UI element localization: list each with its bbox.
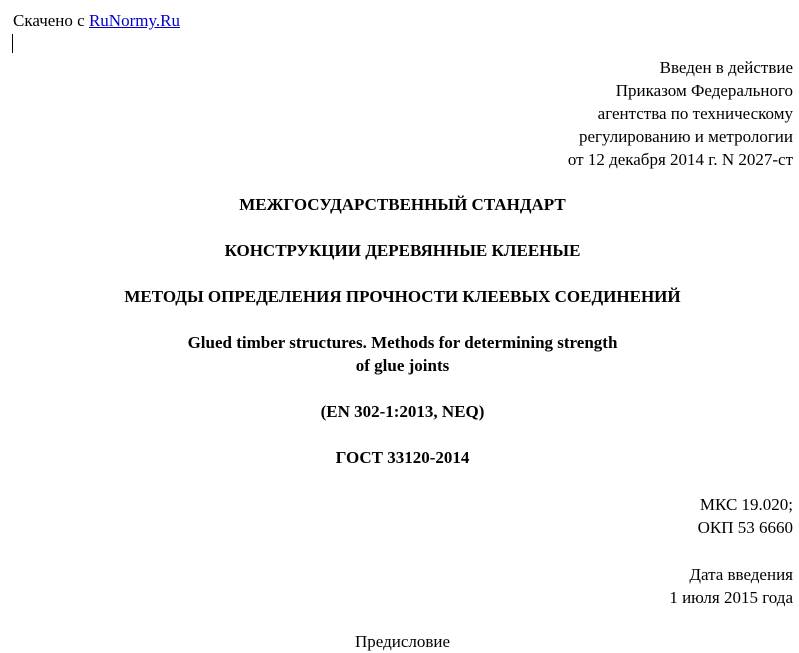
foreword-heading: Предисловие xyxy=(354,632,451,651)
en-reference: (EN 302-1:2013, NEQ) xyxy=(320,402,485,421)
decree-line: Введен в действие xyxy=(659,58,793,77)
decree-line: регулированию и метрологии xyxy=(578,127,793,146)
introduction-date-block xyxy=(669,563,793,609)
decree-line: агентства по техническому xyxy=(597,104,793,123)
runormy-link[interactable]: RuNormy.Ru xyxy=(88,11,180,30)
decree-line: от 12 декабря 2014 г. N 2027-ст xyxy=(567,150,793,169)
english-title-line: of glue joints xyxy=(355,356,450,375)
gost-number: ГОСТ 33120-2014 xyxy=(335,448,470,467)
text-cursor xyxy=(12,34,13,53)
decree-block xyxy=(568,56,793,171)
introduction-date-value: 1 июля 2015 года xyxy=(669,588,793,607)
download-source-line xyxy=(13,9,180,32)
english-title-line: Glued timber structures. Methods for determining strength xyxy=(187,333,618,352)
methods-title: МЕТОДЫ ОПРЕДЕЛЕНИЯ ПРОЧНОСТИ КЛЕЕВЫХ СОЕДИНЕНИЙ xyxy=(124,287,681,306)
classification-codes xyxy=(698,493,793,539)
decree-line: Приказом Федерального xyxy=(615,81,793,100)
english-title xyxy=(0,331,799,377)
mks-code: МКС 19.020; xyxy=(699,495,793,514)
okp-code: ОКП 53 6660 xyxy=(697,518,793,537)
introduction-date-label: Дата введения xyxy=(689,565,793,584)
structures-title: КОНСТРУКЦИИ ДЕРЕВЯННЫЕ КЛЕЕНЫЕ xyxy=(224,241,581,260)
interstate-standard-heading: МЕЖГОСУДАРСТВЕННЫЙ СТАНДАРТ xyxy=(239,195,566,214)
download-source-prefix: Скачено с xyxy=(13,11,85,30)
